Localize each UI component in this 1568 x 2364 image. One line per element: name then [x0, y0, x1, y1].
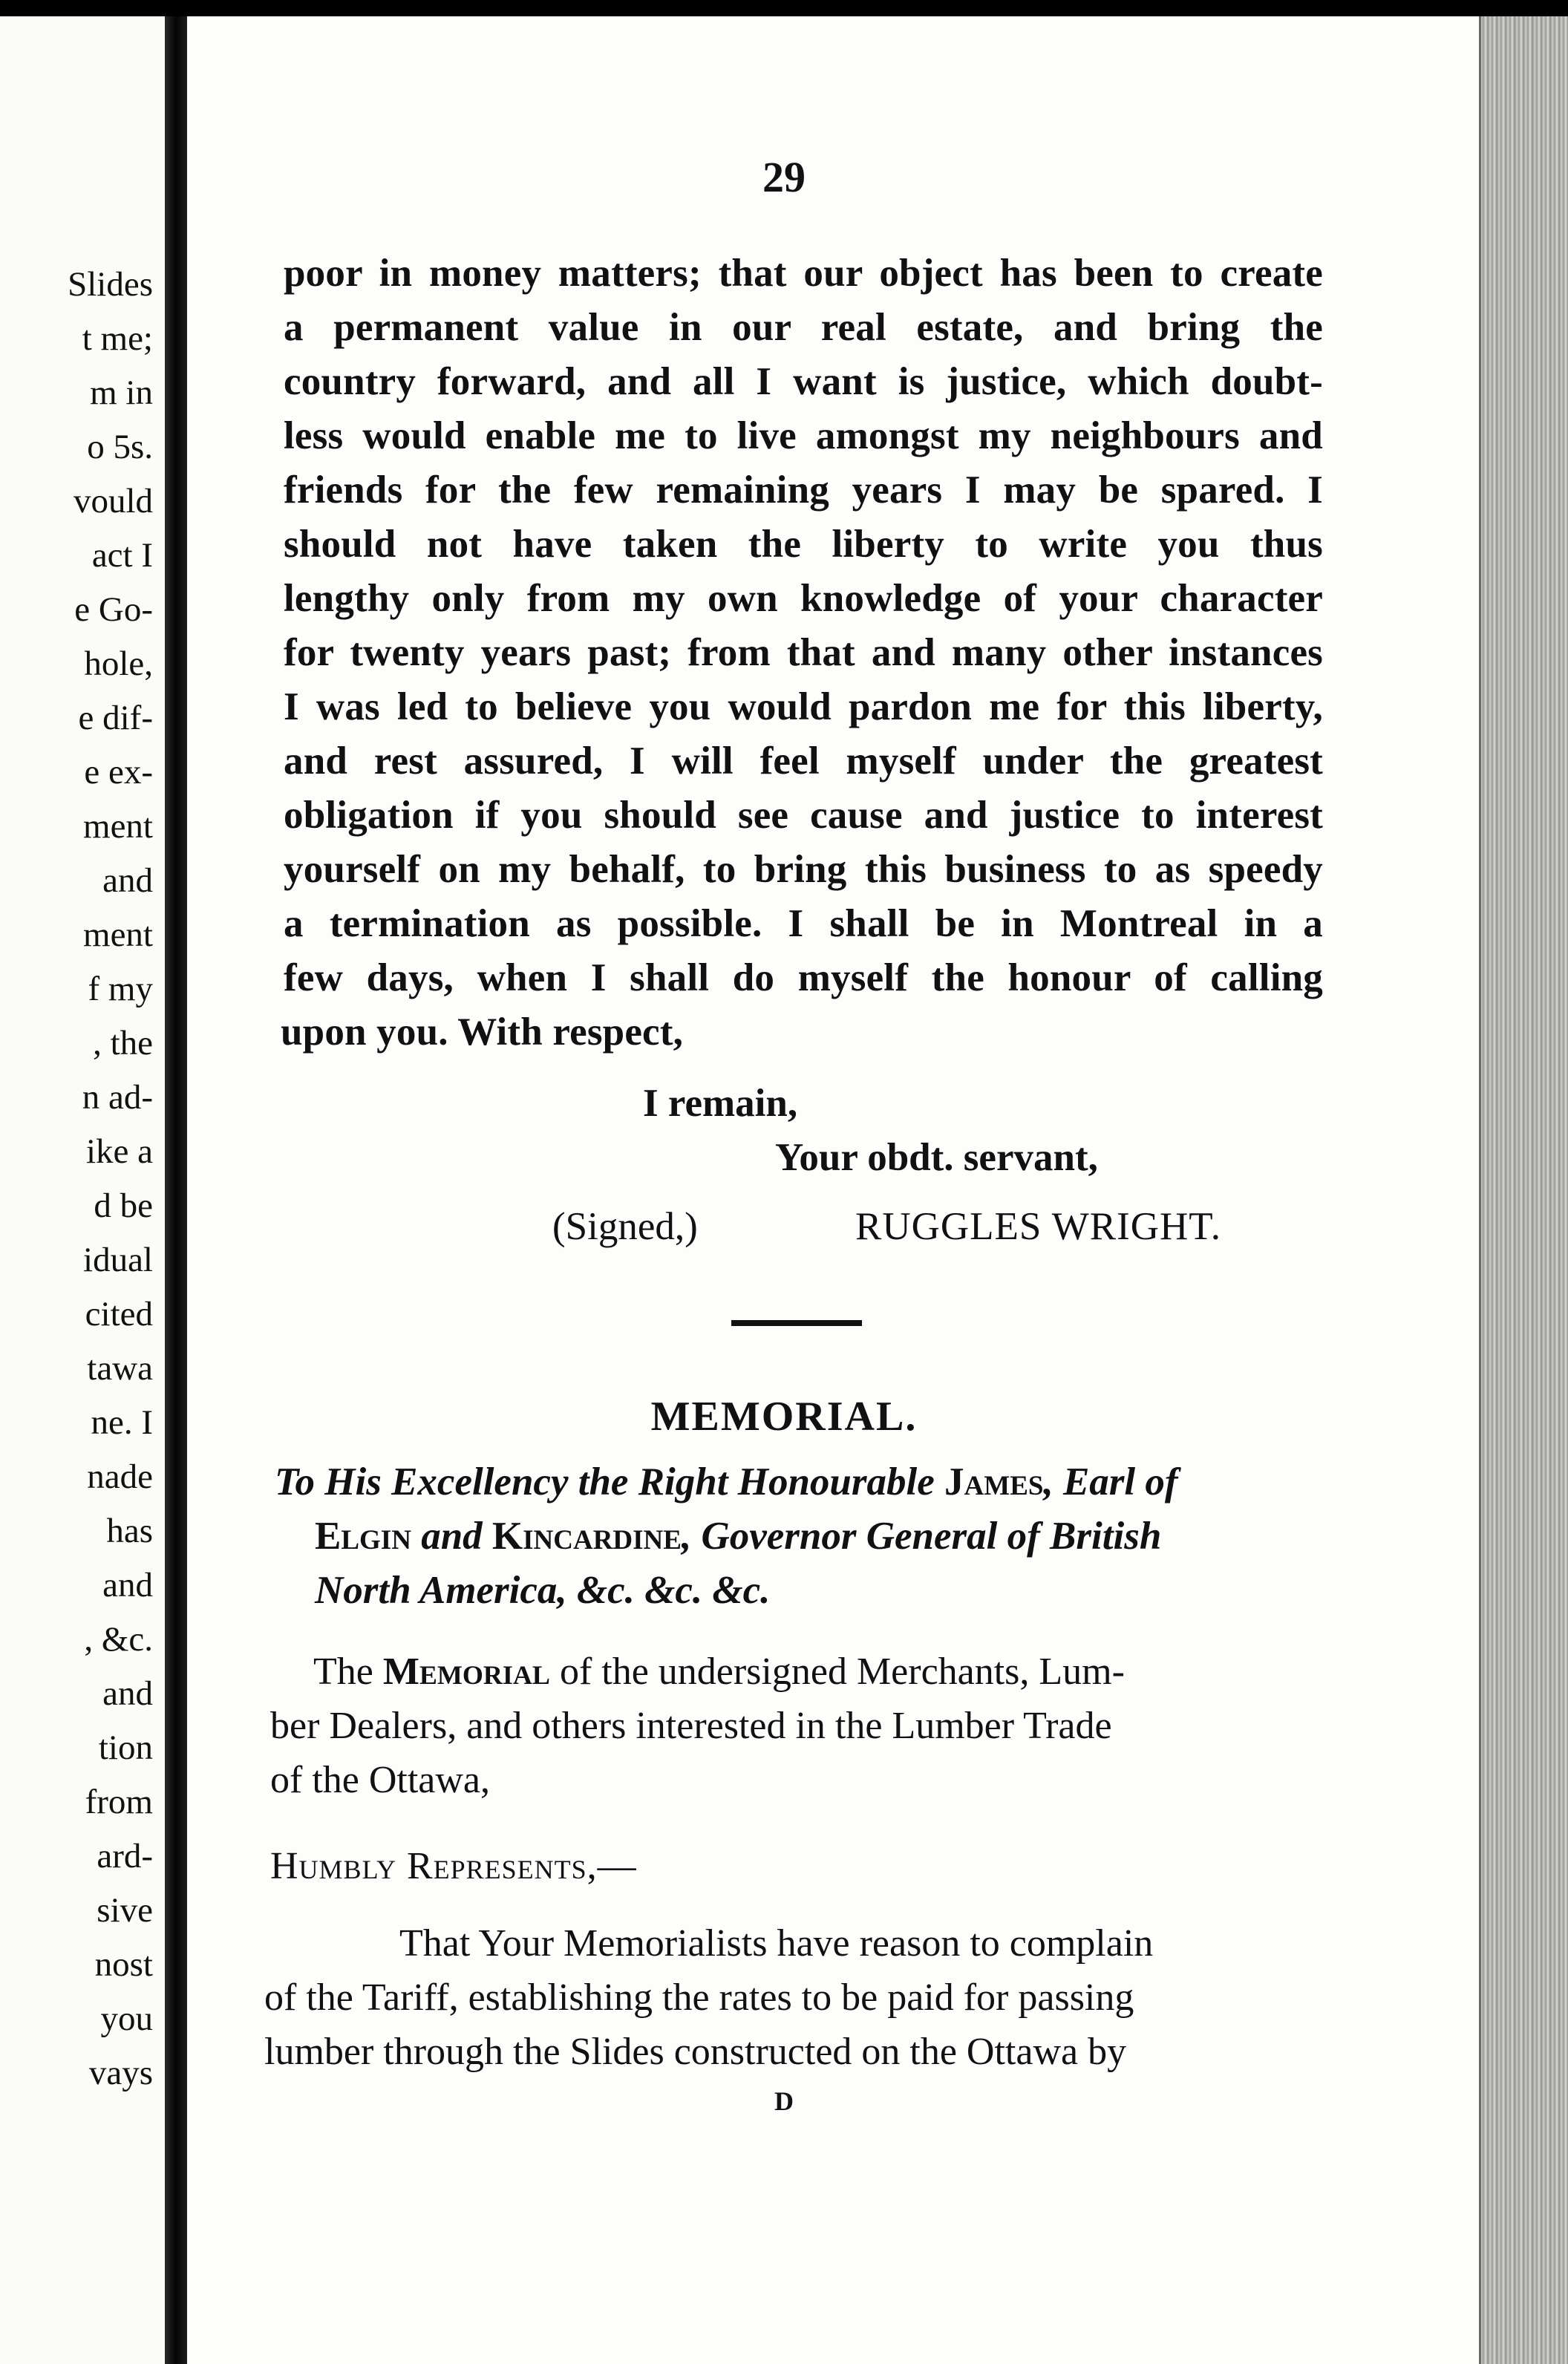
left-fragment: m in: [90, 373, 153, 412]
memorial-para-line: of the Tariff, establishing the rates to be paid for passing: [264, 1976, 1134, 2019]
memorial-intro-line: of the Ottawa,: [270, 1759, 491, 1801]
left-fragment: ne. I: [91, 1403, 153, 1442]
left-fragment: e ex-: [84, 753, 153, 791]
signed-label: (Signed,): [552, 1205, 698, 1248]
left-fragment: and: [102, 1566, 153, 1604]
letter-line: a termination as possible. I shall be in Montreal in a: [284, 902, 1323, 945]
address-line: [315, 1517, 1161, 1556]
book-gutter: [165, 16, 187, 2364]
left-fragment: d be: [94, 1186, 153, 1225]
left-fragment: and: [102, 861, 153, 900]
letter-line: obligation if you should see cause and justice to interest: [284, 794, 1323, 837]
intro-text: The: [313, 1650, 383, 1693]
memorial-heading: MEMORIAL.: [650, 1394, 918, 1440]
left-fragment: , the: [93, 1024, 153, 1062]
left-page-edge: [0, 16, 165, 2364]
left-fragment: Slides: [68, 265, 153, 304]
memorial-para-line: lumber through the Slides constructed on the Ottawa by: [264, 2031, 1127, 2073]
address-name: Elgin: [315, 1515, 411, 1558]
left-fragment: e Go-: [74, 590, 153, 629]
letter-line: and rest assured, I will feel myself under the greatest: [284, 739, 1323, 783]
signature-mark: D: [774, 2086, 794, 2116]
left-fragment: tion: [98, 1728, 153, 1767]
letter-line: poor in money matters; that our object has been to create: [284, 252, 1323, 295]
closing-servant: Your obdt. servant,: [775, 1136, 1098, 1179]
left-fragment: nade: [87, 1457, 153, 1496]
letter-line: less would enable me to live amongst my neighbours and: [284, 414, 1323, 457]
address-text: and: [411, 1515, 492, 1558]
letter-line: should not have taken the liberty to write you thus: [284, 523, 1323, 566]
left-fragment: n ad-: [82, 1078, 153, 1117]
letter-line: country forward, and all I want is justice, which doubt-: [284, 360, 1323, 403]
signature-name: RUGGLES WRIGHT.: [855, 1205, 1221, 1248]
scan-top-border: [0, 0, 1568, 16]
left-fragment: vays: [88, 2054, 153, 2092]
address-line: [275, 1460, 1178, 1503]
letter-line: upon you. With respect,: [281, 1010, 684, 1054]
letter-line: few days, when I shall do myself the honour of calling: [284, 956, 1323, 999]
left-fragment: ard-: [97, 1837, 153, 1875]
address-text: To His Excellency the Right Honourable: [275, 1460, 945, 1503]
left-fragment: t me;: [82, 319, 153, 358]
left-fragment: ike a: [85, 1132, 153, 1171]
intro-text: of the undersigned Merchants, Lum-: [549, 1650, 1125, 1693]
left-fragment: from: [85, 1783, 153, 1821]
closing-remain: I remain,: [643, 1082, 798, 1125]
left-fragment: e dif-: [78, 699, 153, 737]
left-fragment: and: [102, 1674, 153, 1713]
section-rule: [731, 1320, 862, 1326]
left-fragment: , &c.: [84, 1620, 153, 1659]
letter-line: a permanent value in our real estate, and bring the: [284, 306, 1323, 349]
left-fragment: vould: [73, 482, 153, 520]
left-fragment: idual: [83, 1241, 153, 1279]
left-fragment: nost: [94, 1945, 153, 1984]
left-fragment: act I: [91, 536, 153, 575]
left-fragment: you: [100, 1999, 153, 2038]
address-line: North America, &c. &c. &c.: [315, 1569, 771, 1612]
letter-line: for twenty years past; from that and many other instances: [284, 631, 1323, 674]
left-fragment: sive: [97, 1891, 153, 1930]
page-number: 29: [762, 153, 806, 201]
letter-line: lengthy only from my own knowledge of your character: [284, 577, 1323, 620]
memorial-intro-line: [313, 1650, 1125, 1693]
left-fragment: tawa: [87, 1349, 153, 1388]
letter-line: friends for the few remaining years I may be spared. I: [284, 468, 1323, 512]
left-fragment: cited: [85, 1295, 153, 1333]
memorial-para-line: That Your Memorialists have reason to complain: [399, 1922, 1154, 1965]
memorial-intro-line: ber Dealers, and others interested in the Lumber Trade: [270, 1705, 1112, 1747]
address-name: Kincardine: [491, 1515, 682, 1558]
left-fragment: ment: [83, 807, 153, 846]
left-fragment: f my: [88, 970, 153, 1008]
address-name: James: [944, 1460, 1044, 1503]
address-text: , Earl of: [1043, 1460, 1178, 1503]
intro-memorial-word: Memorial: [382, 1650, 550, 1693]
letter-line: I was led to believe you would pardon me for this liberty,: [284, 685, 1323, 728]
left-fragment: ment: [83, 915, 153, 954]
page-edge-stack: [1479, 16, 1568, 2364]
address-text: , Governor General of British: [681, 1515, 1162, 1558]
humbly-represents: Humbly Represents,—: [270, 1845, 637, 1887]
left-fragment: has: [106, 1512, 153, 1550]
left-fragment: o 5s.: [87, 428, 153, 466]
letter-line: yourself on my behalf, to bring this business to as speedy: [284, 848, 1323, 891]
left-fragment: hole,: [84, 644, 153, 683]
